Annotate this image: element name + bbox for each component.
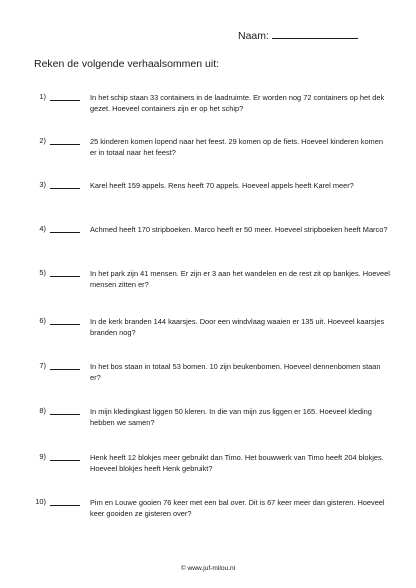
answer-blank[interactable] [50,505,80,506]
question-text: In de kerk branden 144 kaarsjes. Door een windvlaag waaien er 135 uit. Hoeveel kaarsjes branden nog? [90,317,385,337]
question-9 [0,452,416,482]
question-3 [0,180,416,210]
question-text: In het schip staan 33 containers in de laadruimte. Er worden nog 72 containers op het dek gezet. Hoeveel containers zijn er op het schip? [90,93,385,113]
name-blank-line[interactable] [272,28,358,39]
question-8 [0,406,416,436]
answer-blank[interactable] [50,276,80,277]
answer-blank[interactable] [50,460,80,461]
question-text: In het park zijn 41 mensen. Er zijn er 3 aan het wandelen en de rest zit op bankjes. Hoeveel mensen zitten er? [90,269,390,289]
question-number: 1) [39,92,46,101]
question-5 [0,268,416,298]
question-number: 7) [39,361,46,370]
question-1 [0,92,416,122]
question-text: Pim en Louwe gooien 76 keer met een bal over. Dit is 67 keer meer dan gisteren. Hoeveel keer gooiden ze gisteren over? [90,498,385,518]
question-number: 10) [35,497,46,506]
footer-copyright: © www.juf-milou.nl [180,565,236,572]
question-number: 4) [39,224,46,233]
question-number: 6) [39,316,46,325]
answer-blank[interactable] [50,100,80,101]
question-number: 8) [39,406,46,415]
question-text: In het bos staan in totaal 53 bomen. 10 zijn beukenbomen. Hoeveel dennenbomen staan er? [90,362,381,382]
question-number: 3) [39,180,46,189]
question-4 [0,224,416,254]
question-text: Henk heeft 12 blokjes meer gebruikt dan Timo. Het bouwwerk van Timo heeft 204 blokjes. Hoeveel blokjes heeft Henk gebruikt? [90,453,384,473]
answer-blank[interactable] [50,232,80,233]
question-6 [0,316,416,346]
question-7 [0,361,416,391]
question-text: 25 kinderen komen lopend naar het feest. 29 komen op de fiets. Hoeveel kinderen komen er in totaal naar het feest? [90,137,383,157]
answer-blank[interactable] [50,324,80,325]
question-text: Achmed heeft 170 stripboeken. Marco heeft er 50 meer. Hoeveel stripboeken heeft Marco? [90,225,388,234]
question-number: 5) [39,268,46,277]
name-label: Naam: [238,30,269,42]
question-text: Karel heeft 159 appels. Rens heeft 70 appels. Hoeveel appels heeft Karel meer? [90,181,354,190]
answer-blank[interactable] [50,414,80,415]
question-number: 9) [39,452,46,461]
question-2 [0,136,416,166]
answer-blank[interactable] [50,144,80,145]
question-text: In mijn kledingkast liggen 50 kleren. In die van mijn zus liggen er 165. Hoeveel kleding hebben we samen? [90,407,372,427]
question-number: 2) [39,136,46,145]
name-field [238,28,358,42]
answer-blank[interactable] [50,369,80,370]
instruction-heading: Reken de volgende verhaalsommen uit: [34,58,220,70]
answer-blank[interactable] [50,188,80,189]
question-10 [0,497,416,527]
